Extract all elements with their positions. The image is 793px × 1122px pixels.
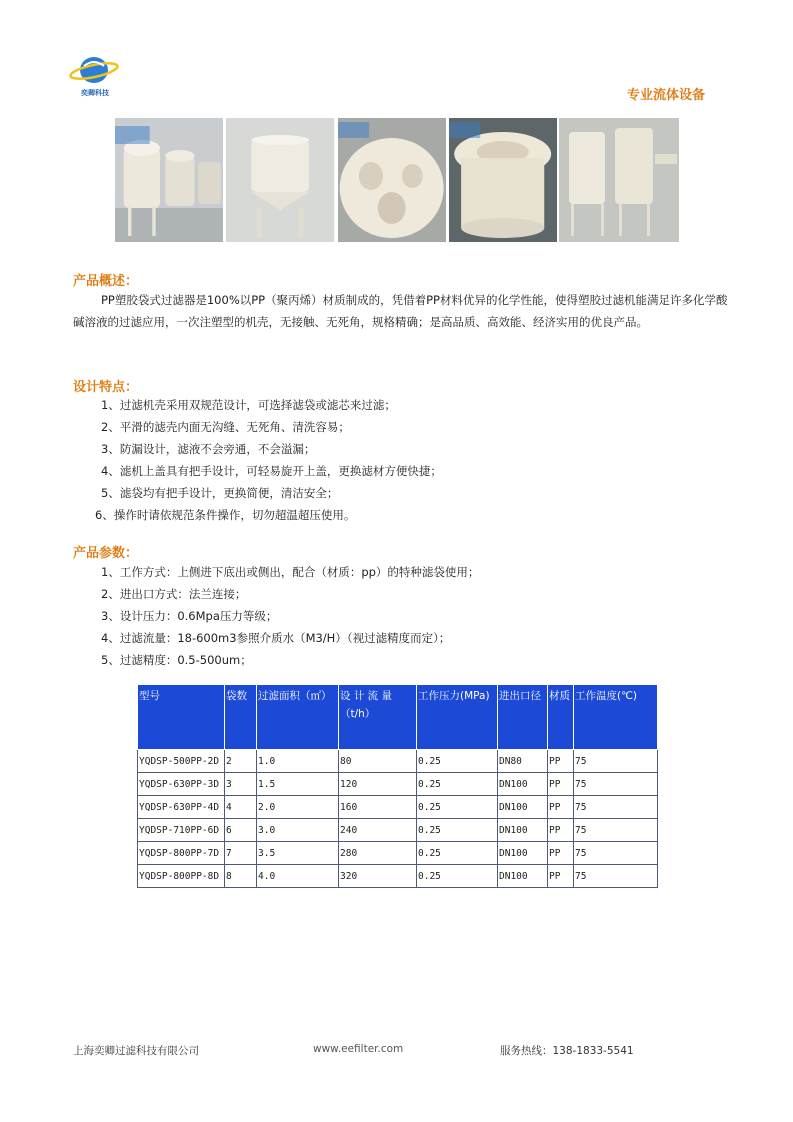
cell-material: PP: [548, 865, 574, 888]
table-row: [138, 865, 658, 888]
cell-bags: 3: [225, 773, 257, 796]
column-header: 过滤面积（㎡）: [257, 685, 339, 750]
cell-model: YQDSP-630PP-3D: [138, 773, 225, 796]
cell-area: 2.0: [257, 796, 339, 819]
feature-item: 2、平滑的滤壳内面无沟缝、无死角、清洗容易；: [101, 420, 350, 434]
cell-pressure: 0.25: [417, 819, 498, 842]
cell-pressure: 0.25: [417, 750, 498, 773]
cell-flow: 80: [339, 750, 417, 773]
cell-area: 1.0: [257, 750, 339, 773]
column-header: 设 计 流 量（t/h）: [339, 685, 417, 750]
feature-item: 3、防漏设计，滤液不会旁通，不会溢漏；: [101, 442, 316, 456]
cell-material: PP: [548, 842, 574, 865]
column-header: 工作温度(℃): [574, 685, 658, 750]
table-row: [138, 842, 658, 865]
cell-pressure: 0.25: [417, 842, 498, 865]
cell-bags: 7: [225, 842, 257, 865]
table-header-row: [138, 685, 658, 750]
table-row: [138, 796, 658, 819]
param-item: 5、过滤精度：0.5-500um；: [101, 653, 252, 667]
photo-filter-twin-housings: [559, 118, 679, 242]
header-tagline: 专业流体设备: [626, 88, 705, 103]
cell-model: YQDSP-800PP-7D: [138, 842, 225, 865]
cell-model: YQDSP-630PP-4D: [138, 796, 225, 819]
cell-pressure: 0.25: [417, 796, 498, 819]
cell-area: 4.0: [257, 865, 339, 888]
cell-model: YQDSP-800PP-8D: [138, 865, 225, 888]
column-header: 材质: [548, 685, 574, 750]
cell-area: 3.5: [257, 842, 339, 865]
footer-company: 上海奕卿过滤科技有限公司: [73, 1045, 199, 1057]
cell-flow: 240: [339, 819, 417, 842]
param-item: 1、工作方式：上侧进下底出或侧出，配合（材质：pp）的特种滤袋使用；: [101, 565, 480, 579]
footer-hotline: 服务热线：138-1833-5541: [500, 1045, 634, 1057]
cell-temperature: 75: [574, 842, 658, 865]
cell-flow: 160: [339, 796, 417, 819]
cell-area: 3.0: [257, 819, 339, 842]
photo-filter-housing-single: [226, 118, 334, 242]
feature-item: 4、滤机上盖具有把手设计，可轻易旋开上盖，更换滤材方便快捷；: [101, 464, 442, 478]
cell-pressure: 0.25: [417, 865, 498, 888]
feature-item: 5、滤袋均有把手设计，更换简便，清洁安全；: [101, 486, 339, 500]
features-title: 设计特点：: [73, 380, 139, 395]
table-row: [138, 750, 658, 773]
spec-table: [137, 684, 658, 888]
cell-flow: 280: [339, 842, 417, 865]
cell-bags: 6: [225, 819, 257, 842]
column-header: 工作压力(MPa): [417, 685, 498, 750]
cell-temperature: 75: [574, 819, 658, 842]
cell-port: DN100: [498, 773, 548, 796]
cell-material: PP: [548, 773, 574, 796]
cell-port: DN100: [498, 819, 548, 842]
params-list: [73, 561, 713, 671]
param-item: 2、进出口方式：法兰连接；: [101, 587, 247, 601]
cell-flow: 120: [339, 773, 417, 796]
cell-port: DN100: [498, 796, 548, 819]
column-header: 型号: [138, 685, 225, 750]
product-photo-strip: [115, 118, 557, 242]
features-list: [73, 394, 713, 526]
cell-bags: 2: [225, 750, 257, 773]
cell-flow: 320: [339, 865, 417, 888]
cell-port: DN100: [498, 865, 548, 888]
cell-pressure: 0.25: [417, 773, 498, 796]
cell-temperature: 75: [574, 750, 658, 773]
cell-bags: 4: [225, 796, 257, 819]
cell-model: YQDSP-500PP-2D: [138, 750, 225, 773]
cell-temperature: 75: [574, 865, 658, 888]
feature-item: 6、操作时请依规范条件操作，切勿超温超压使用。: [95, 508, 356, 522]
param-item: 4、过滤流量：18-600m3参照介质水（M3/H）（视过滤精度而定）；: [101, 631, 451, 645]
table-row: [138, 819, 658, 842]
cell-material: PP: [548, 750, 574, 773]
cell-material: PP: [548, 819, 574, 842]
cell-port: DN80: [498, 750, 548, 773]
footer-website[interactable]: www.eefilter.com: [313, 1043, 404, 1055]
cell-model: YQDSP-710PP-6D: [138, 819, 225, 842]
column-header: 袋数: [225, 685, 257, 750]
param-item: 3、设计压力：0.6Mpa压力等级；: [101, 609, 278, 623]
feature-item: 1、过滤机壳采用双规范设计，可选择滤袋或滤芯来过滤；: [101, 398, 396, 412]
cell-bags: 8: [225, 865, 257, 888]
cell-temperature: 75: [574, 796, 658, 819]
photo-filter-housing-row: [115, 118, 223, 242]
table-row: [138, 773, 658, 796]
photo-filter-lid-ports: [338, 118, 446, 242]
overview-body: PP塑胶袋式过滤器是100%以PP（聚丙烯）材质制成的，凭借着PP材料优异的化学性能，使得塑胶过滤机能满足许多化学酸碱溶液的过滤应用，一次注塑型的机壳，无接触、无死角，规格精确；是高品质、高效能、经济实用的优良产品。: [73, 293, 728, 329]
cell-area: 1.5: [257, 773, 339, 796]
cell-material: PP: [548, 796, 574, 819]
params-title: 产品参数：: [73, 546, 139, 561]
column-header: 进出口径: [498, 685, 548, 750]
logo-text: 奕卿科技: [81, 89, 109, 97]
cell-temperature: 75: [574, 773, 658, 796]
cell-port: DN100: [498, 842, 548, 865]
photo-filter-clamped-lid: [449, 118, 557, 242]
overview-title: 产品概述：: [73, 274, 139, 289]
